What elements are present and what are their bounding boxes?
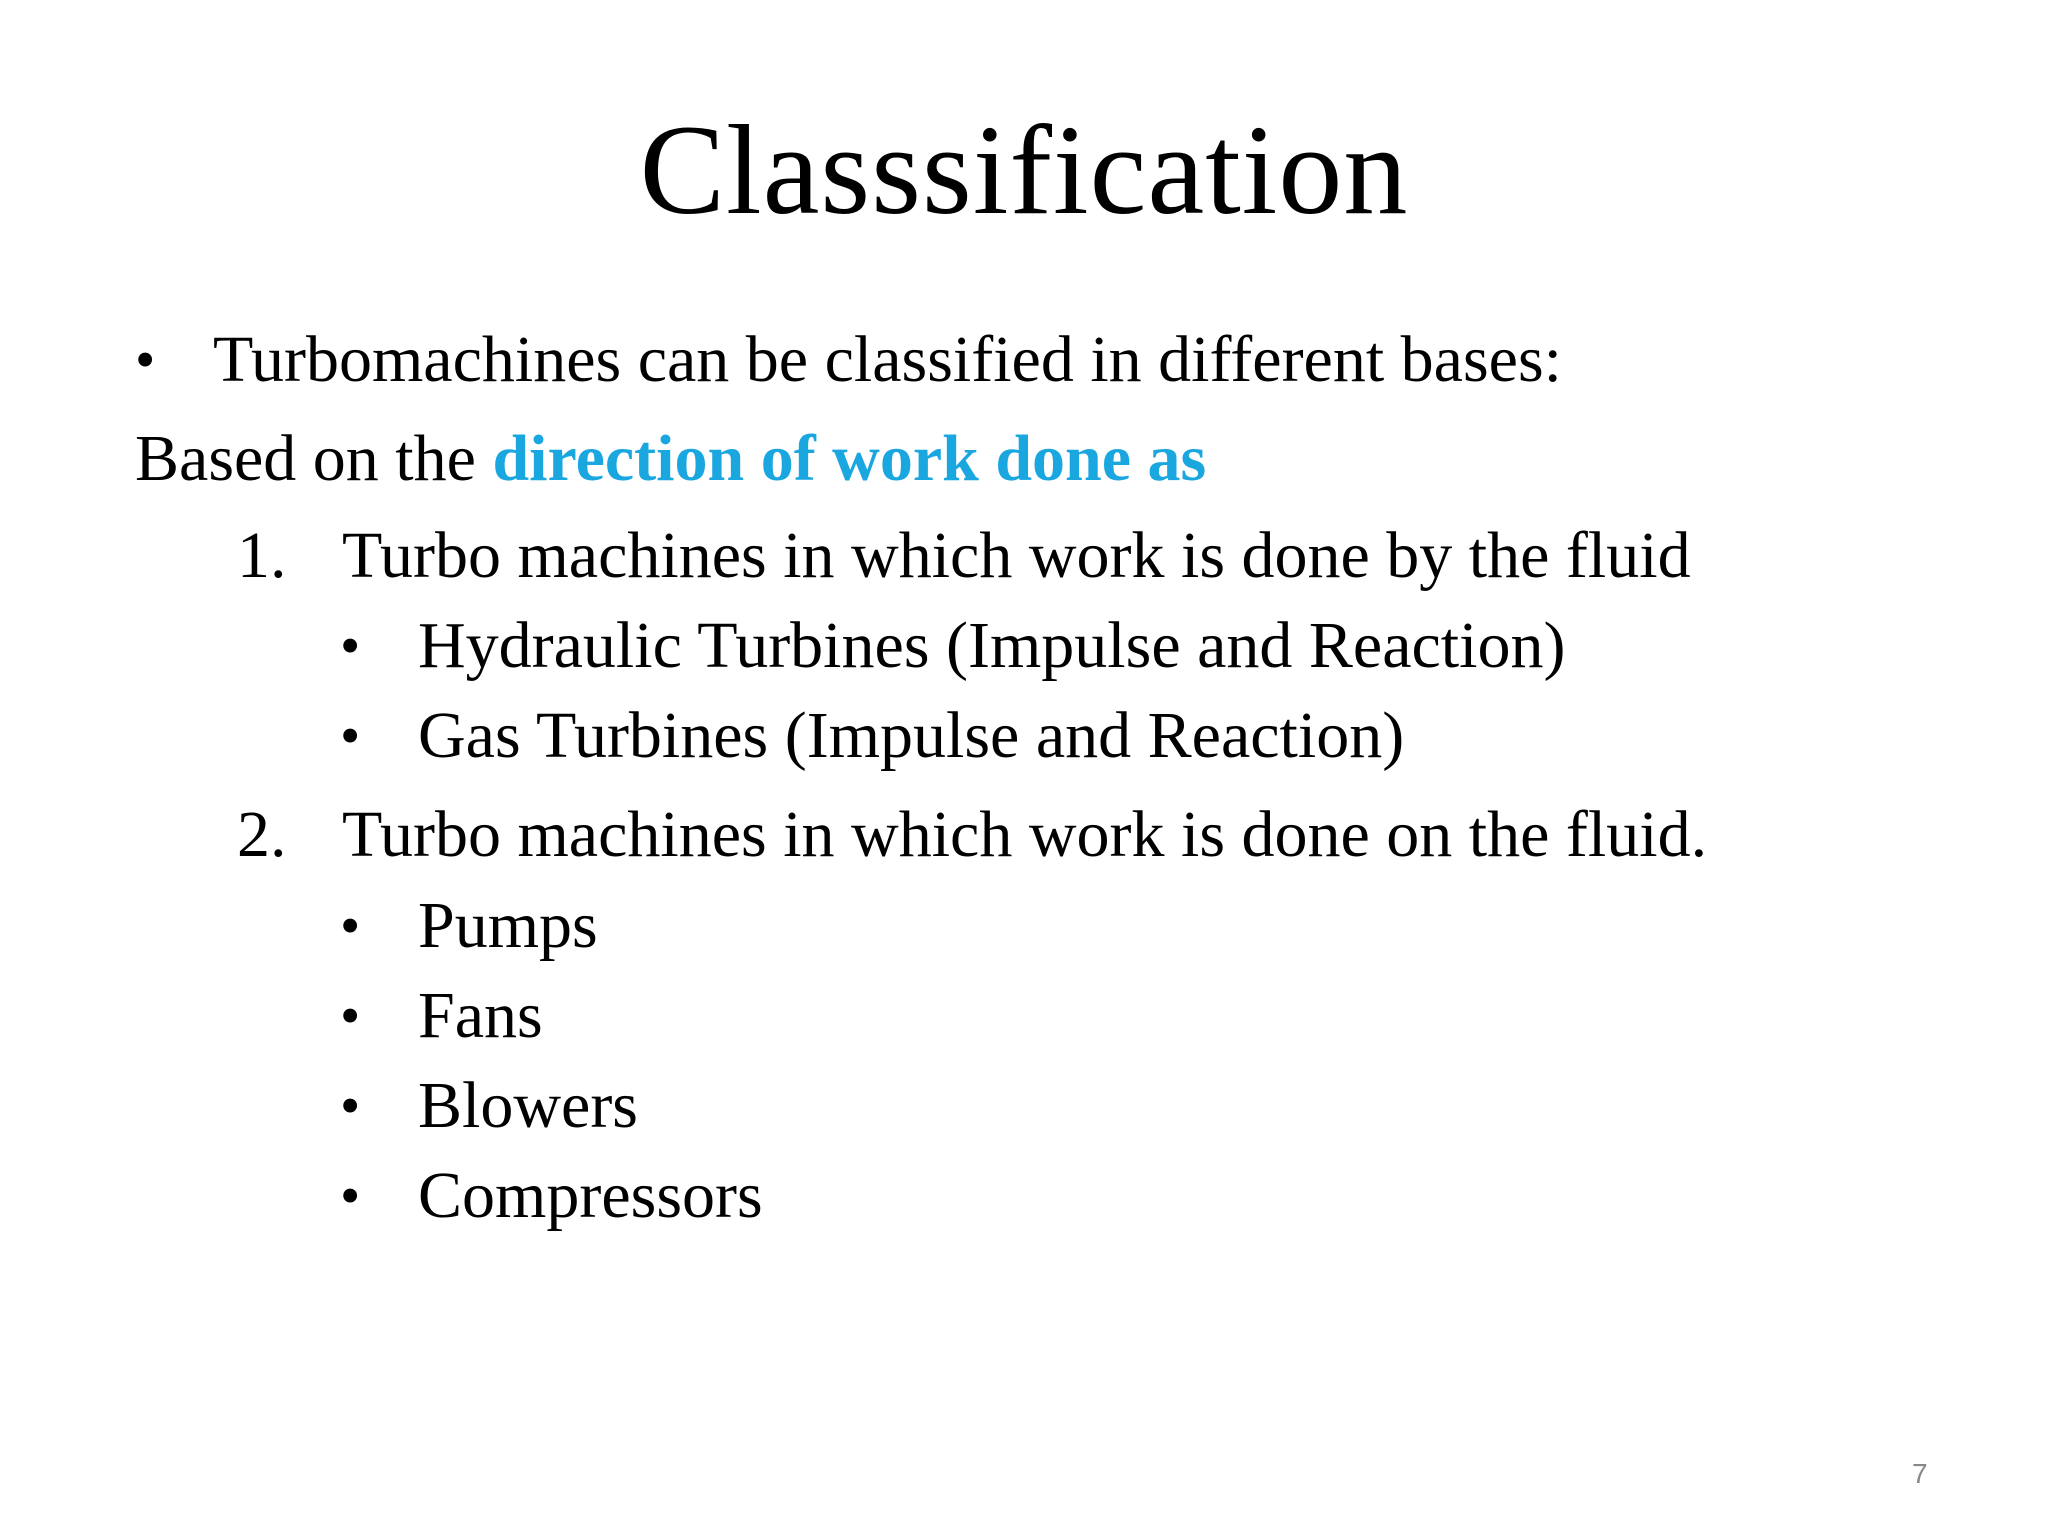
bullet-icon: • bbox=[340, 893, 361, 958]
list-item: Pumps bbox=[418, 889, 598, 962]
list-item: Gas Turbines (Impulse and Reaction) bbox=[418, 699, 1405, 772]
list-number: 2. bbox=[237, 798, 287, 871]
bullet-icon: • bbox=[340, 703, 361, 768]
list-number: 1. bbox=[237, 519, 287, 592]
bullet-icon: • bbox=[340, 613, 361, 678]
group-heading: Turbo machines in which work is done by the fluid bbox=[342, 519, 1691, 592]
page-number: 7 bbox=[1912, 1458, 1928, 1489]
basis-prefix: Based on the bbox=[135, 422, 493, 495]
bullet-icon: • bbox=[135, 327, 156, 392]
list-item: Blowers bbox=[418, 1069, 638, 1142]
basis-highlight: direction of work done as bbox=[492, 422, 1207, 495]
list-item: Compressors bbox=[418, 1159, 763, 1232]
group-heading: Turbo machines in which work is done on the fluid. bbox=[342, 798, 1708, 871]
slide-title: Classsification bbox=[639, 99, 1409, 241]
basis-line bbox=[135, 421, 1206, 497]
bullet-icon: • bbox=[340, 983, 361, 1048]
intro-text: Turbomachines can be classified in different bases: bbox=[213, 323, 1562, 396]
bullet-icon: • bbox=[340, 1163, 361, 1228]
bullet-icon: • bbox=[340, 1073, 361, 1138]
list-item: Hydraulic Turbines (Impulse and Reaction) bbox=[418, 609, 1566, 682]
list-item: Fans bbox=[418, 979, 543, 1052]
